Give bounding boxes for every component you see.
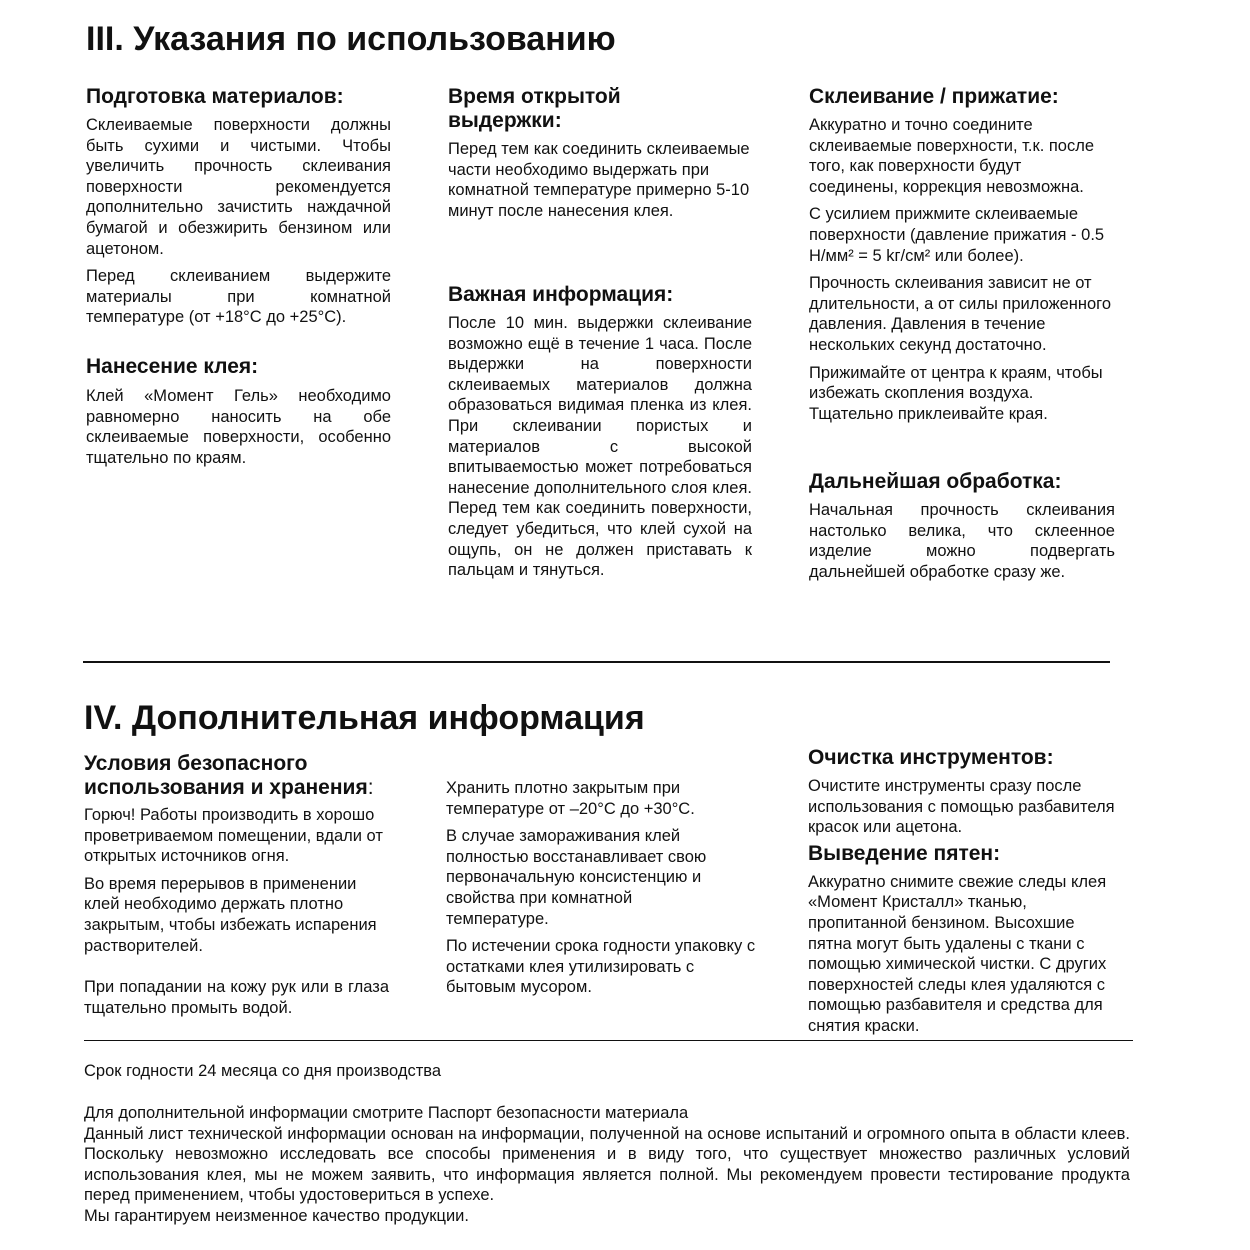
section-3-title: III. Указания по использованию [86,20,616,58]
further-block [809,470,1115,589]
cleaning-paragraph-1: Очистите инструменты сразу после использования с помощью разбавителя красок или ацетона. [808,777,1115,837]
important-paragraph-1: После 10 мин. выдержки склеивание возможно ещё в течение 1 часа. После выдержки на поверхности склеиваемых материалов должна образоваться видимая пленка из клея. При склеивании пористых и материалов с высокой впитываемостью может потребоваться нанесение дополнительного слоя клея. Перед тем как соединить поверхности, следует убедиться, что клей сухой на ощупь, он не должен приставать к пальцам и тянуться. [448,314,752,580]
footer-notes [84,1103,1130,1227]
storage-paragraph-3: По истечении срока годности упаковку с остатками клея утилизировать с бытовым мусором. [446,937,756,997]
storage-paragraph-2: В случае замораживания клей полностью восстанавливает свою первоначальную консистенцию и свойства при комнатной температуре. [446,827,707,928]
footer-divider [84,1040,1133,1041]
apply-paragraph-1: Клей «Момент Гель» необходимо равномерно наносить на обе склеиваемые поверхности, особенно тщательно по краям. [86,387,391,467]
apply-heading: Нанесение клея: [86,355,259,378]
prep-heading: Подготовка материалов: [86,85,344,108]
bonding-paragraph-1: Аккуратно и точно соедините склеиваемые поверхности, т.к. после того, как поверхности будут соединены, коррекция невозможна. [809,116,1095,196]
prep-block [86,85,391,335]
bonding-heading: Склеивание / прижатие: [809,85,1059,108]
cleaning-heading: Очистка инструментов: [808,746,1054,769]
open-time-paragraph-1: Перед тем как соединить склеиваемые части необходимо выдержать при комнатной температуре примерно 5-10 минут после нанесения клея. [448,140,750,220]
further-heading: Дальнейшая обработка: [809,470,1062,493]
prep-paragraph-2: Перед склеиванием выдержите материалы при комнатной температуре (от +18°C до +25°C). [86,267,391,327]
safety-paragraph-2: Во время перерывов в применении клей необходимо держать плотно закрытым, чтобы избежать испарения растворителей. [84,874,377,955]
safety-heading-suffix: : [367,776,374,799]
prep-paragraph-1: Склеиваемые поверхности должны быть сухими и чистыми. Чтобы увеличить прочность склеивания поверхности рекомендуется дополнительно зачистить наждачной бумагой и обезжирить бензином или ацетоном. [86,116,391,258]
bonding-paragraph-3: Прочность склеивания зависит не от длительности, а от силы приложенного давления. Давления в течение нескольких секунд достаточно. [809,274,1112,354]
storage-block [446,778,756,1005]
important-heading: Важная информация: [448,283,674,306]
guarantee-text: Мы гарантируем неизменное качество продукции. [84,1206,469,1225]
further-paragraph-1: Начальная прочность склеивания настолько велика, что склеенное изделие можно подвергать дальнейшей обработке сразу же. [809,501,1115,581]
bonding-block [809,85,1115,431]
safety-heading [84,752,389,800]
section-4-title: IV. Дополнительная информация [84,699,645,737]
stains-heading: Выведение пятен: [808,841,1001,865]
shelf-life-text: Срок годности 24 месяца со дня производства [84,1062,442,1080]
safety-heading-text: Условия безопасного использования и хранения [84,752,368,799]
open-time-block [448,85,752,228]
cleaning-block [808,746,1118,1044]
storage-paragraph-1: Хранить плотно закрытым при температуре от –20°C до +30°C. [446,779,695,818]
important-block [448,283,752,588]
disclaimer-text: Данный лист технической информации основан на информации, полученной на основе испытаний и огромного опыта в области клеев. Поскольку невозможно исследовать все способы применения и в виду того, что существует множество различных условий использования клея, мы не можем заявить, что информация является полной. Мы рекомендуем провести тестирование продукта перед применением, чтобы удостовериться в успехе. [84,1124,1130,1205]
apply-block [86,355,391,475]
bonding-paragraph-4: Прижимайте от центра к краям, чтобы избежать скопления воздуха. Тщательно приклеивайте края. [809,363,1103,423]
stains-paragraph-1: Аккуратно снимите свежие следы клея «Момент Кристалл» тканью, пропитанной бензином. Высохшие пятна могут быть удалены с ткани с помощью химической чистки. С других поверхностей следы клея удаляются с помощью разбавителя и средства для снятия краски. [808,872,1107,1035]
safety-block [84,752,389,1025]
msds-text: Для дополнительной информации смотрите Паспорт безопасности материала [84,1104,689,1122]
safety-paragraph-3: При попадании на кожу рук или в глаза тщательно промыть водой. [84,978,389,1017]
open-time-heading: Время открытой выдержки: [448,85,621,132]
bonding-paragraph-2: С усилием прижмите склеиваемые поверхности (давление прижатия - 0.5 Н/мм² = 5 kг/см² или более). [809,205,1105,265]
safety-paragraph-1: Горюч! Работы производить в хорошо проветриваемом помещении, вдали от открытых источников огня. [84,806,383,866]
section-divider [83,661,1110,663]
